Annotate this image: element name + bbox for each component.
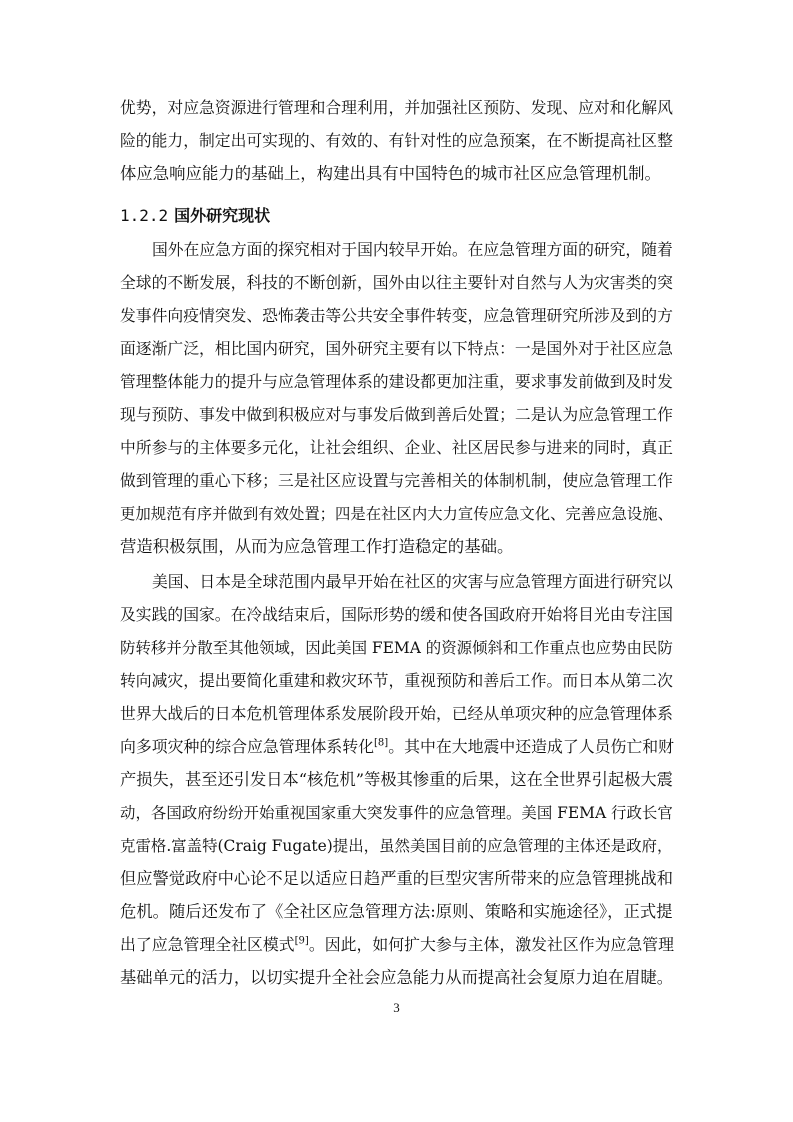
text-segment: 。其中在大地震中还造成了人员伤亡和财 [388, 737, 674, 756]
page-number: 3 [393, 1000, 400, 1015]
text-line: 全球的不断发展，科技的不断创新，国外由以往主要针对自然与人为灾害类的突 [120, 273, 673, 292]
text-line: 管理整体能力的提升与应急管理体系的建设都更加注重，要求事发前做到及时发 [120, 372, 673, 391]
text-line: 但应警觉政府中心论不足以适应日趋严重的巨型灾害所带来的应急管理挑战和 [120, 869, 674, 888]
text-line [120, 935, 674, 955]
text-line: 克雷格.富盖特(Craig Fugate)提出，虽然美国目前的应急管理的主体还是政府， [120, 837, 673, 855]
section-title: 国外研究现状 [174, 206, 271, 225]
section-number: 1.2.2 [120, 206, 169, 225]
text-line: 更加规范有序并做到有效处置；四是在社区内大力宣传应急文化、完善应急设施、 [120, 505, 673, 523]
text-line: 营造积极氛围，从而为应急管理工作打造稳定的基础。 [120, 537, 514, 556]
citation-ref: [8] [374, 737, 389, 749]
text-line: 转向减灾，提出要简化重建和救灾环节，重视预防和善后工作。而日本从第二次 [120, 671, 673, 690]
text-line: 险的能力，制定出可实现的、有效的、有针对性的应急预案，在不断提高社区整 [120, 131, 673, 150]
text-line: 面逐渐广泛，相比国内研究，国外研究主要有以下特点：一是国外对于社区应急 [120, 339, 673, 358]
text-line: 基础单元的活力，以切实提升全社会应急能力从而提高社会复原力迫在眉睫。 [120, 968, 674, 987]
section-heading [120, 206, 270, 226]
text-segment: 向多项灾种的综合应急管理体系转化 [120, 737, 375, 756]
text-line: 美国、日本是全球范围内最早开始在社区的灾害与应急管理方面进行研究以 [152, 572, 673, 591]
text-segment: 。因此，如何扩大参与主体，激发社区作为应急管理 [308, 935, 674, 954]
text-line: 世界大战后的日本危机管理体系发展阶段开始，已经从单项灾种的应急管理体系 [120, 704, 673, 723]
text-segment: 出了应急管理全社区模式 [120, 935, 295, 954]
text-line: 优势，对应急资源进行管理和合理利用，并加强社区预防、发现、应对和化解风 [120, 98, 673, 117]
text-line: 发事件向疫情突发、恐怖袭击等公共安全事件转变，应急管理研究所涉及到的方 [120, 306, 673, 325]
text-line: 动，各国政府纷纷开始重视国家重大突发事件的应急管理。美国 FEMA 行政长官 [120, 804, 673, 822]
text-line: 体应急响应能力的基础上，构建出具有中国特色的城市社区应急管理机制。 [120, 164, 661, 183]
text-line: 国外在应急方面的探究相对于国内较早开始。在应急管理方面的研究，随着 [152, 240, 673, 259]
text-line: 现与预防、事发中做到积极应对与事发后做到善后处置；二是认为应急管理工作 [120, 405, 673, 424]
text-line: 及实践的国家。在冷战结束后，国际形势的缓和使各国政府开始将目光由专注国 [120, 605, 673, 624]
text-line: 中所参与的主体要多元化，让社会组织、企业、社区居民参与进来的同时，真正 [120, 438, 673, 457]
citation-ref: [9] [294, 935, 309, 947]
text-line: 危机。随后还发布了《全社区应急管理方法:原则、策略和实施途径》，正式提 [120, 902, 673, 921]
text-line [120, 737, 674, 757]
text-line: 防转移并分散至其他领域，因此美国 FEMA 的资源倾斜和工作重点也应势由民防 [120, 639, 673, 657]
text-line: 做到管理的重心下移；三是社区应设置与完善相关的体制机制，使应急管理工作 [120, 471, 673, 490]
text-line: 产损失，甚至还引发日本“核危机”等极其惨重的后果，这在全世界引起极大震 [120, 770, 673, 789]
